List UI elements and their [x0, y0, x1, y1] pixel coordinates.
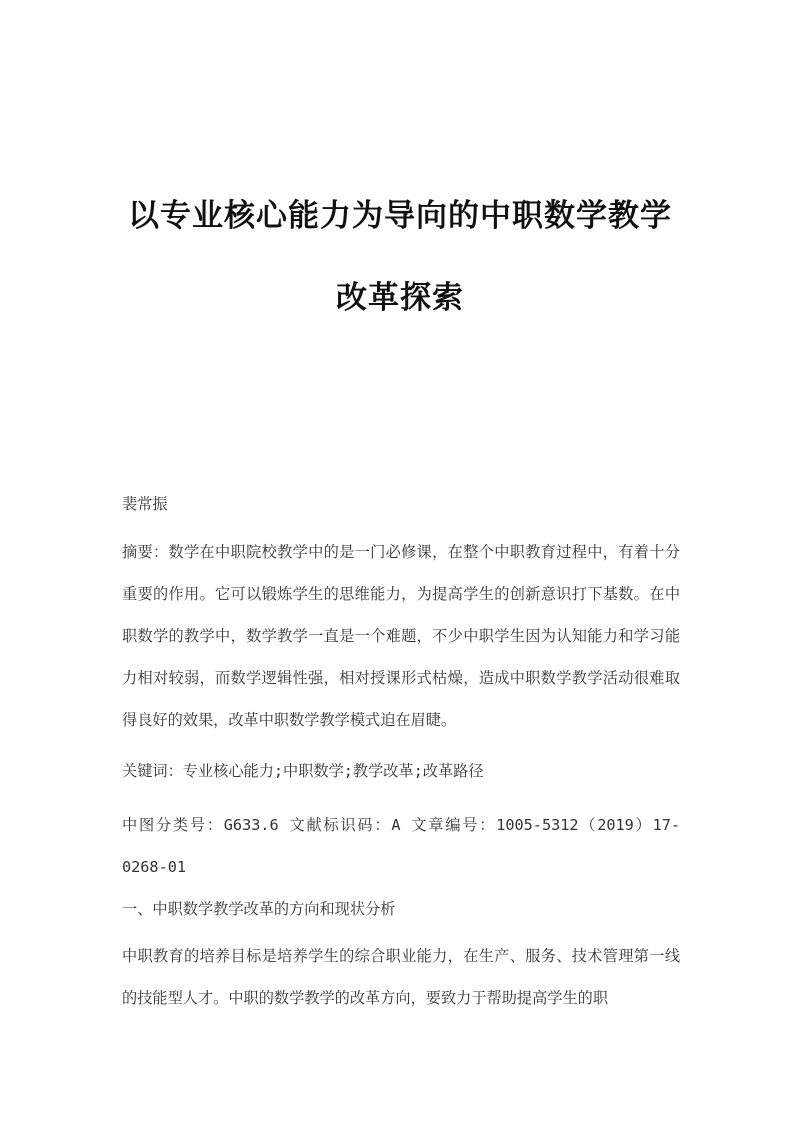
section-heading: 一、中职数学教学改革的方向和现状分析	[122, 900, 396, 918]
author-name: 裴常振	[122, 495, 168, 513]
document-title-line-2: 改革探索	[336, 280, 464, 316]
classification-info: 中图分类号：G633.6 文献标识码：A 文章编号：1005-5312（2019）17-0268-01	[122, 816, 680, 876]
document-title-line-1: 以专业核心能力为导向的中职数学教学	[128, 198, 672, 234]
intro-paragraph: 中职教育的培养目标是培养学生的综合职业能力，在生产、服务、技术管理第一线的技能型人才。中职的数学教学的改革方向，要致力于帮助提高学生的职	[122, 947, 680, 1007]
keywords-line: 关键词：专业核心能力;中职数学;教学改革;改革路径	[122, 762, 484, 780]
abstract-paragraph: 摘要：数学在中职院校教学中的是一门必修课，在整个中职教育过程中，有着十分重要的作用。它可以锻炼学生的思维能力，为提高学生的创新意识打下基数。在中职数学的教学中，数学教学一直是一个难题，不少中职学生因为认知能力和学习能力相对较弱，而数学逻辑性强，相对授课形式枯燥，造成中职数学教学活动很难取得良好的效果，改革中职数学教学模式迫在眉睫。	[122, 543, 680, 729]
